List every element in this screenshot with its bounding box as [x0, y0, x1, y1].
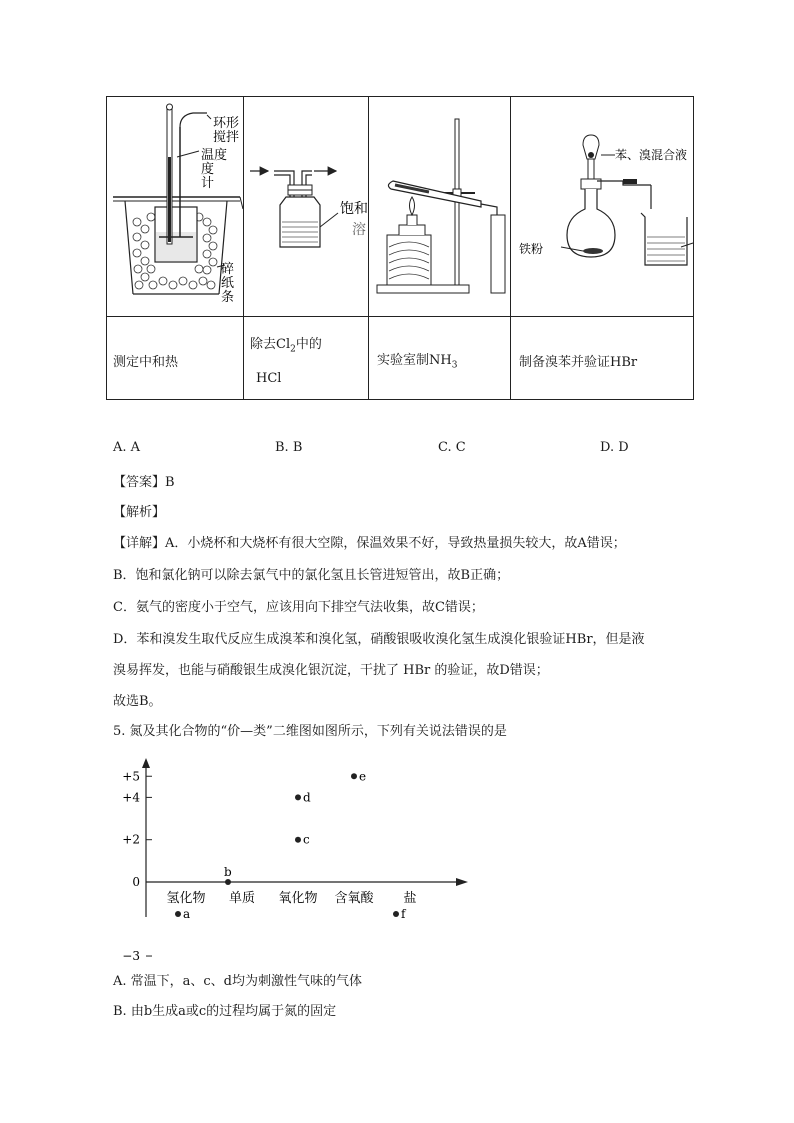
- y-tick-label: −3: [122, 949, 140, 964]
- option-a[interactable]: A. A: [113, 440, 141, 455]
- cell-d-image: [511, 97, 694, 317]
- y-tick-label: 0: [132, 875, 140, 889]
- calorimeter-diagram: [107, 97, 243, 316]
- answer-value: B: [165, 475, 175, 490]
- cell-a-image: [107, 97, 244, 317]
- cell-d-caption: [511, 317, 694, 400]
- analysis-label: 【解析】: [113, 505, 166, 520]
- answer-line: 【答案】B: [113, 475, 175, 490]
- label-solution: 溶: [352, 222, 366, 238]
- point-label-d: d: [303, 790, 311, 805]
- point-f: [393, 911, 399, 917]
- option-c[interactable]: C. C: [438, 440, 466, 455]
- x-axis-arrow-icon: [456, 878, 468, 886]
- caption-a: 测定中和热: [113, 355, 179, 370]
- label-thermo-2: 度: [201, 162, 215, 177]
- x-tick-label: 盐: [403, 891, 417, 906]
- experiment-table: [106, 96, 694, 400]
- y-tick-label: +2: [122, 832, 140, 847]
- point-label-a: a: [183, 907, 191, 921]
- point-e: [351, 773, 357, 779]
- detail-line-3: C．氨气的密度小于空气，应该用向下排空气法收集，故C错误；: [113, 600, 484, 615]
- caption-b-line1: 除去$Cl_2$中的: [250, 337, 322, 355]
- label-iron-powder: 铁粉: [519, 242, 544, 256]
- point-label-c: c: [303, 832, 310, 847]
- chart-y-ticks: [122, 769, 152, 963]
- label-stirrer-2: 搅拌: [213, 130, 240, 145]
- detail-line-4: D．苯和溴发生取代反应生成溴苯和溴化氢，硝酸银吸收溴化氢生成溴化银验证HBr，但是液: [113, 632, 645, 647]
- cell-a-caption: [107, 317, 244, 400]
- label-paper-1: 碎: [221, 262, 235, 277]
- point-c: [295, 837, 301, 843]
- x-tick-label: 单质: [228, 891, 256, 906]
- y-tick-label: +5: [122, 769, 140, 784]
- x-tick-label: 氧化物: [278, 891, 318, 906]
- valence-class-chart: [106, 756, 486, 964]
- detail-line-2: B．饱和氯化钠可以除去氯气中的氯化氢且长管进短管出，故B正确；: [113, 568, 510, 583]
- label-thermo-3: 计: [201, 176, 215, 191]
- y-axis-arrow-icon: [142, 758, 150, 768]
- q5-option-a[interactable]: A. 常温下，a、c、d均为刺激性气味的气体: [113, 974, 363, 989]
- y-tick-label: +4: [122, 790, 140, 805]
- label-benzene-bromine: 苯、溴混合液: [615, 148, 688, 162]
- bromobenzene-diagram: [511, 97, 693, 316]
- x-tick-label: 氢化物: [166, 891, 206, 906]
- point-label-b: b: [224, 865, 232, 879]
- point-label-e: e: [359, 769, 367, 784]
- chart-x-ticks: [166, 890, 416, 906]
- question5-stem: 5. 氮及其化合物的“价—类”二维图如图所示，下列有关说法错误的是: [113, 724, 507, 739]
- x-tick-label: 含氧酸: [334, 891, 374, 906]
- point-d: [295, 794, 301, 800]
- label-paper-3: 条: [221, 290, 235, 305]
- label-stirrer-1: 环形: [213, 116, 240, 131]
- label-thermo-1: 温度: [201, 148, 228, 163]
- cell-c-caption: [369, 317, 511, 400]
- label-saturated: 饱和: [340, 201, 368, 217]
- label-paper-2: 纸: [221, 276, 235, 291]
- detail-line-1: 【详解】A．小烧杯和大烧杯有很大空隙，保温效果不好，导致热量损失较大，故A错误；: [113, 536, 626, 551]
- q5-option-b[interactable]: B. 由b生成a或c的过程均属于氮的固定: [113, 1004, 337, 1019]
- caption-b-line2: HCl: [256, 371, 282, 386]
- cell-b-image: [244, 97, 369, 317]
- cell-c-image: [369, 97, 511, 317]
- caption-d: 制备溴苯并验证HBr: [519, 355, 638, 370]
- option-b[interactable]: B. B: [275, 440, 303, 455]
- point-b: [225, 879, 231, 885]
- detail-line-6: 故选B。: [113, 694, 162, 709]
- point-label-f: f: [401, 907, 406, 921]
- detail-line-5: 溴易挥发，也能与硝酸银生成溴化银沉淀，干扰了 HBr 的验证，故D错误；: [113, 663, 549, 678]
- caption-c: 实验室制$NH_3$: [377, 353, 458, 371]
- option-d[interactable]: D. D: [600, 440, 629, 455]
- gas-wash-bottle-diagram: [244, 97, 368, 316]
- point-a: [175, 911, 181, 917]
- ammonia-prep-diagram: [369, 97, 510, 316]
- cell-b-caption: [244, 317, 369, 400]
